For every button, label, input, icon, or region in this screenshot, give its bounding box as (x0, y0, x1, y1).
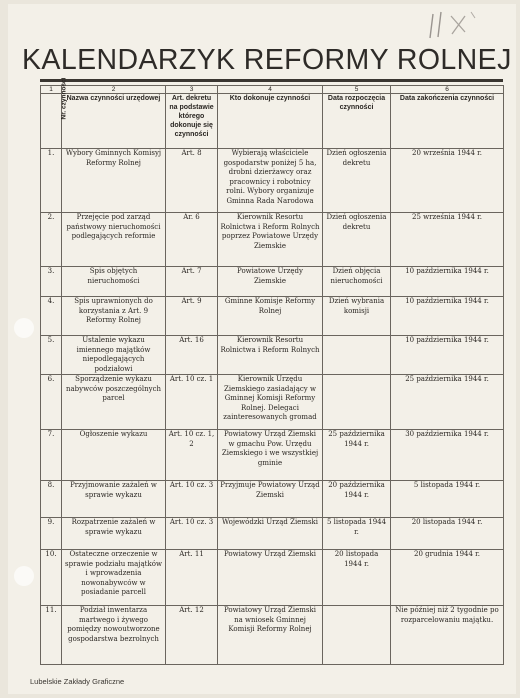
end-date: Nie później niż 2 tygodnie po rozparcelowaniu majątku. (391, 606, 504, 665)
start-date: 20 października 1944 r. (323, 481, 391, 518)
punch-hole (14, 318, 34, 338)
row-number: 1. (41, 149, 62, 213)
column-number: 1 (41, 86, 62, 94)
end-date: 30 października 1944 r. (391, 430, 504, 481)
table-row (41, 518, 504, 550)
end-date: 10 października 1944 r. (391, 336, 504, 375)
printer-imprint: Lubelskie Zakłady Graficzne (30, 677, 125, 686)
decree-article: Art. 9 (166, 297, 218, 336)
table-row (41, 430, 504, 481)
row-number: 7. (41, 430, 62, 481)
decree-article: Art. 10 cz. 1 (166, 375, 218, 430)
table-row (41, 149, 504, 213)
activity-name: Przejęcie pod zarząd państwowy nieruchomości podlegających reformie (62, 213, 166, 267)
decree-article: Art. 7 (166, 267, 218, 297)
activity-name: Spis uprawnionych do korzystania z Art. 9 Reformy Rolnej (62, 297, 166, 336)
responsible-party: Powiatowe Urzędy Ziemskie (218, 267, 323, 297)
title-rule (40, 79, 503, 82)
start-date: Dzień ogłoszenia dekretu (323, 149, 391, 213)
header-end: Data zakończenia czynności (391, 94, 504, 149)
column-number: 6 (391, 86, 504, 94)
activity-name: Rozpatrzenie zażaleń w sprawie wykazu (62, 518, 166, 550)
decree-article: Art. 10 cz. 1, 2 (166, 430, 218, 481)
activity-name: Przyjmowanie zażaleń w sprawie wykazu (62, 481, 166, 518)
end-date: 5 listopada 1944 r. (391, 481, 504, 518)
responsible-party: Gminne Komisje Reformy Rolnej (218, 297, 323, 336)
end-date: 10 października 1944 r. (391, 267, 504, 297)
responsible-party: Powiatowy Urząd Ziemski (218, 550, 323, 606)
document-title: KALENDARZYK REFORMY ROLNEJ (22, 44, 512, 76)
row-number: 4. (41, 297, 62, 336)
table-row (41, 481, 504, 518)
decree-article: Art. 16 (166, 336, 218, 375)
decree-article: Art. 10 cz. 3 (166, 481, 218, 518)
activity-name: Spis objętych nieruchomości (62, 267, 166, 297)
end-date: 20 grudnia 1944 r. (391, 550, 504, 606)
row-number: 2. (41, 213, 62, 267)
header-nr-label: Nr. czynności (60, 77, 68, 120)
table-row (41, 606, 504, 665)
responsible-party: Powiatowy Urząd Ziemski w gmachu Pow. Urzędu Ziemskiego i we wszystkiej gminie (218, 430, 323, 481)
start-date (323, 336, 391, 375)
table-row (41, 213, 504, 267)
activity-name: Sporządzenie wykazu nabywców poszczególnych parcel (62, 375, 166, 430)
header-who: Kto dokonuje czynności (218, 94, 323, 149)
start-date (323, 375, 391, 430)
column-number: 3 (166, 86, 218, 94)
table-row (41, 267, 504, 297)
responsible-party: Kierownik Urzędu Ziemskiego zasiadający w Gminnej Komisji Reformy Rolnej. Delegaci zainteresowanych gromad (218, 375, 323, 430)
activity-name: Ustalenie wykazu imiennego majątków niepodlegających podziałowi (62, 336, 166, 375)
decree-article: Art. 12 (166, 606, 218, 665)
row-number: 8. (41, 481, 62, 518)
column-number: 2 (62, 86, 166, 94)
responsible-party: Przyjmuje Powiatowy Urząd Ziemski (218, 481, 323, 518)
row-number: 11. (41, 606, 62, 665)
table-row (41, 550, 504, 606)
responsible-party: Kierownik Resortu Rolnictwa i Reform Rolnych poprzez Powiatowe Urzędy Ziemskie (218, 213, 323, 267)
start-date: Dzień objęcia nieruchomości (323, 267, 391, 297)
row-number: 5. (41, 336, 62, 375)
responsible-party: Powiatowy Urząd Ziemski na wniosek Gminnej Komisji Reformy Rolnej (218, 606, 323, 665)
decree-article: Ar. 6 (166, 213, 218, 267)
start-date: 25 października 1944 r. (323, 430, 391, 481)
end-date: 20 września 1944 r. (391, 149, 504, 213)
header-art: Art. dekretu na podstawie którego dokonuje się czynności (166, 94, 218, 149)
table-row (41, 297, 504, 336)
start-date: Dzień wybrania komisji (323, 297, 391, 336)
start-date: Dzień ogłoszenia dekretu (323, 213, 391, 267)
row-number: 9. (41, 518, 62, 550)
end-date: 20 listopada 1944 r. (391, 518, 504, 550)
row-number: 6. (41, 375, 62, 430)
row-number: 10. (41, 550, 62, 606)
column-number: 5 (323, 86, 391, 94)
activity-name: Wybory Gminnych Komisyj Reformy Rolnej (62, 149, 166, 213)
column-number: 4 (218, 86, 323, 94)
end-date: 10 października 1944 r. (391, 297, 504, 336)
table-row (41, 375, 504, 430)
responsible-party: Wybierają właściciele gospodarstw poniżej 5 ha, drobni dzierżawcy oraz pracownicy i robotnicy rolni. Wybory organizuje Gminna Rada Narodowa (218, 149, 323, 213)
activity-name: Ogłoszenie wykazu (62, 430, 166, 481)
start-date (323, 606, 391, 665)
row-number: 3. (41, 267, 62, 297)
start-date: 5 listopada 1944 r. (323, 518, 391, 550)
decree-article: Art. 8 (166, 149, 218, 213)
punch-hole (14, 566, 34, 586)
start-date: 20 listopada 1944 r. (323, 550, 391, 606)
decree-article: Art. 11 (166, 550, 218, 606)
header-nr (41, 77, 68, 149)
activity-name: Ostateczne orzeczenie w sprawie podziału majątków i wprowadzenia nowonabywców w posiadanie parcell (62, 550, 166, 606)
header-start: Data rozpoczęcia czynności (323, 94, 391, 149)
reform-calendar-table (40, 77, 504, 665)
header-name: Nazwa czynności urzędowej (62, 94, 166, 149)
responsible-party: Wojewódzki Urząd Ziemski (218, 518, 323, 550)
column-number-row (41, 86, 504, 94)
pencil-annotation (425, 8, 495, 42)
end-date: 25 września 1944 r. (391, 213, 504, 267)
table-row (41, 336, 504, 375)
end-date: 25 października 1944 r. (391, 375, 504, 430)
responsible-party: Kierownik Resortu Rolnictwa i Reform Rolnych (218, 336, 323, 375)
header-row (41, 94, 504, 149)
activity-name: Podział inwentarza martwego i żywego pomiędzy nowoutworzone gospodarstwa bezrolnych (62, 606, 166, 665)
decree-article: Art. 10 cz. 3 (166, 518, 218, 550)
